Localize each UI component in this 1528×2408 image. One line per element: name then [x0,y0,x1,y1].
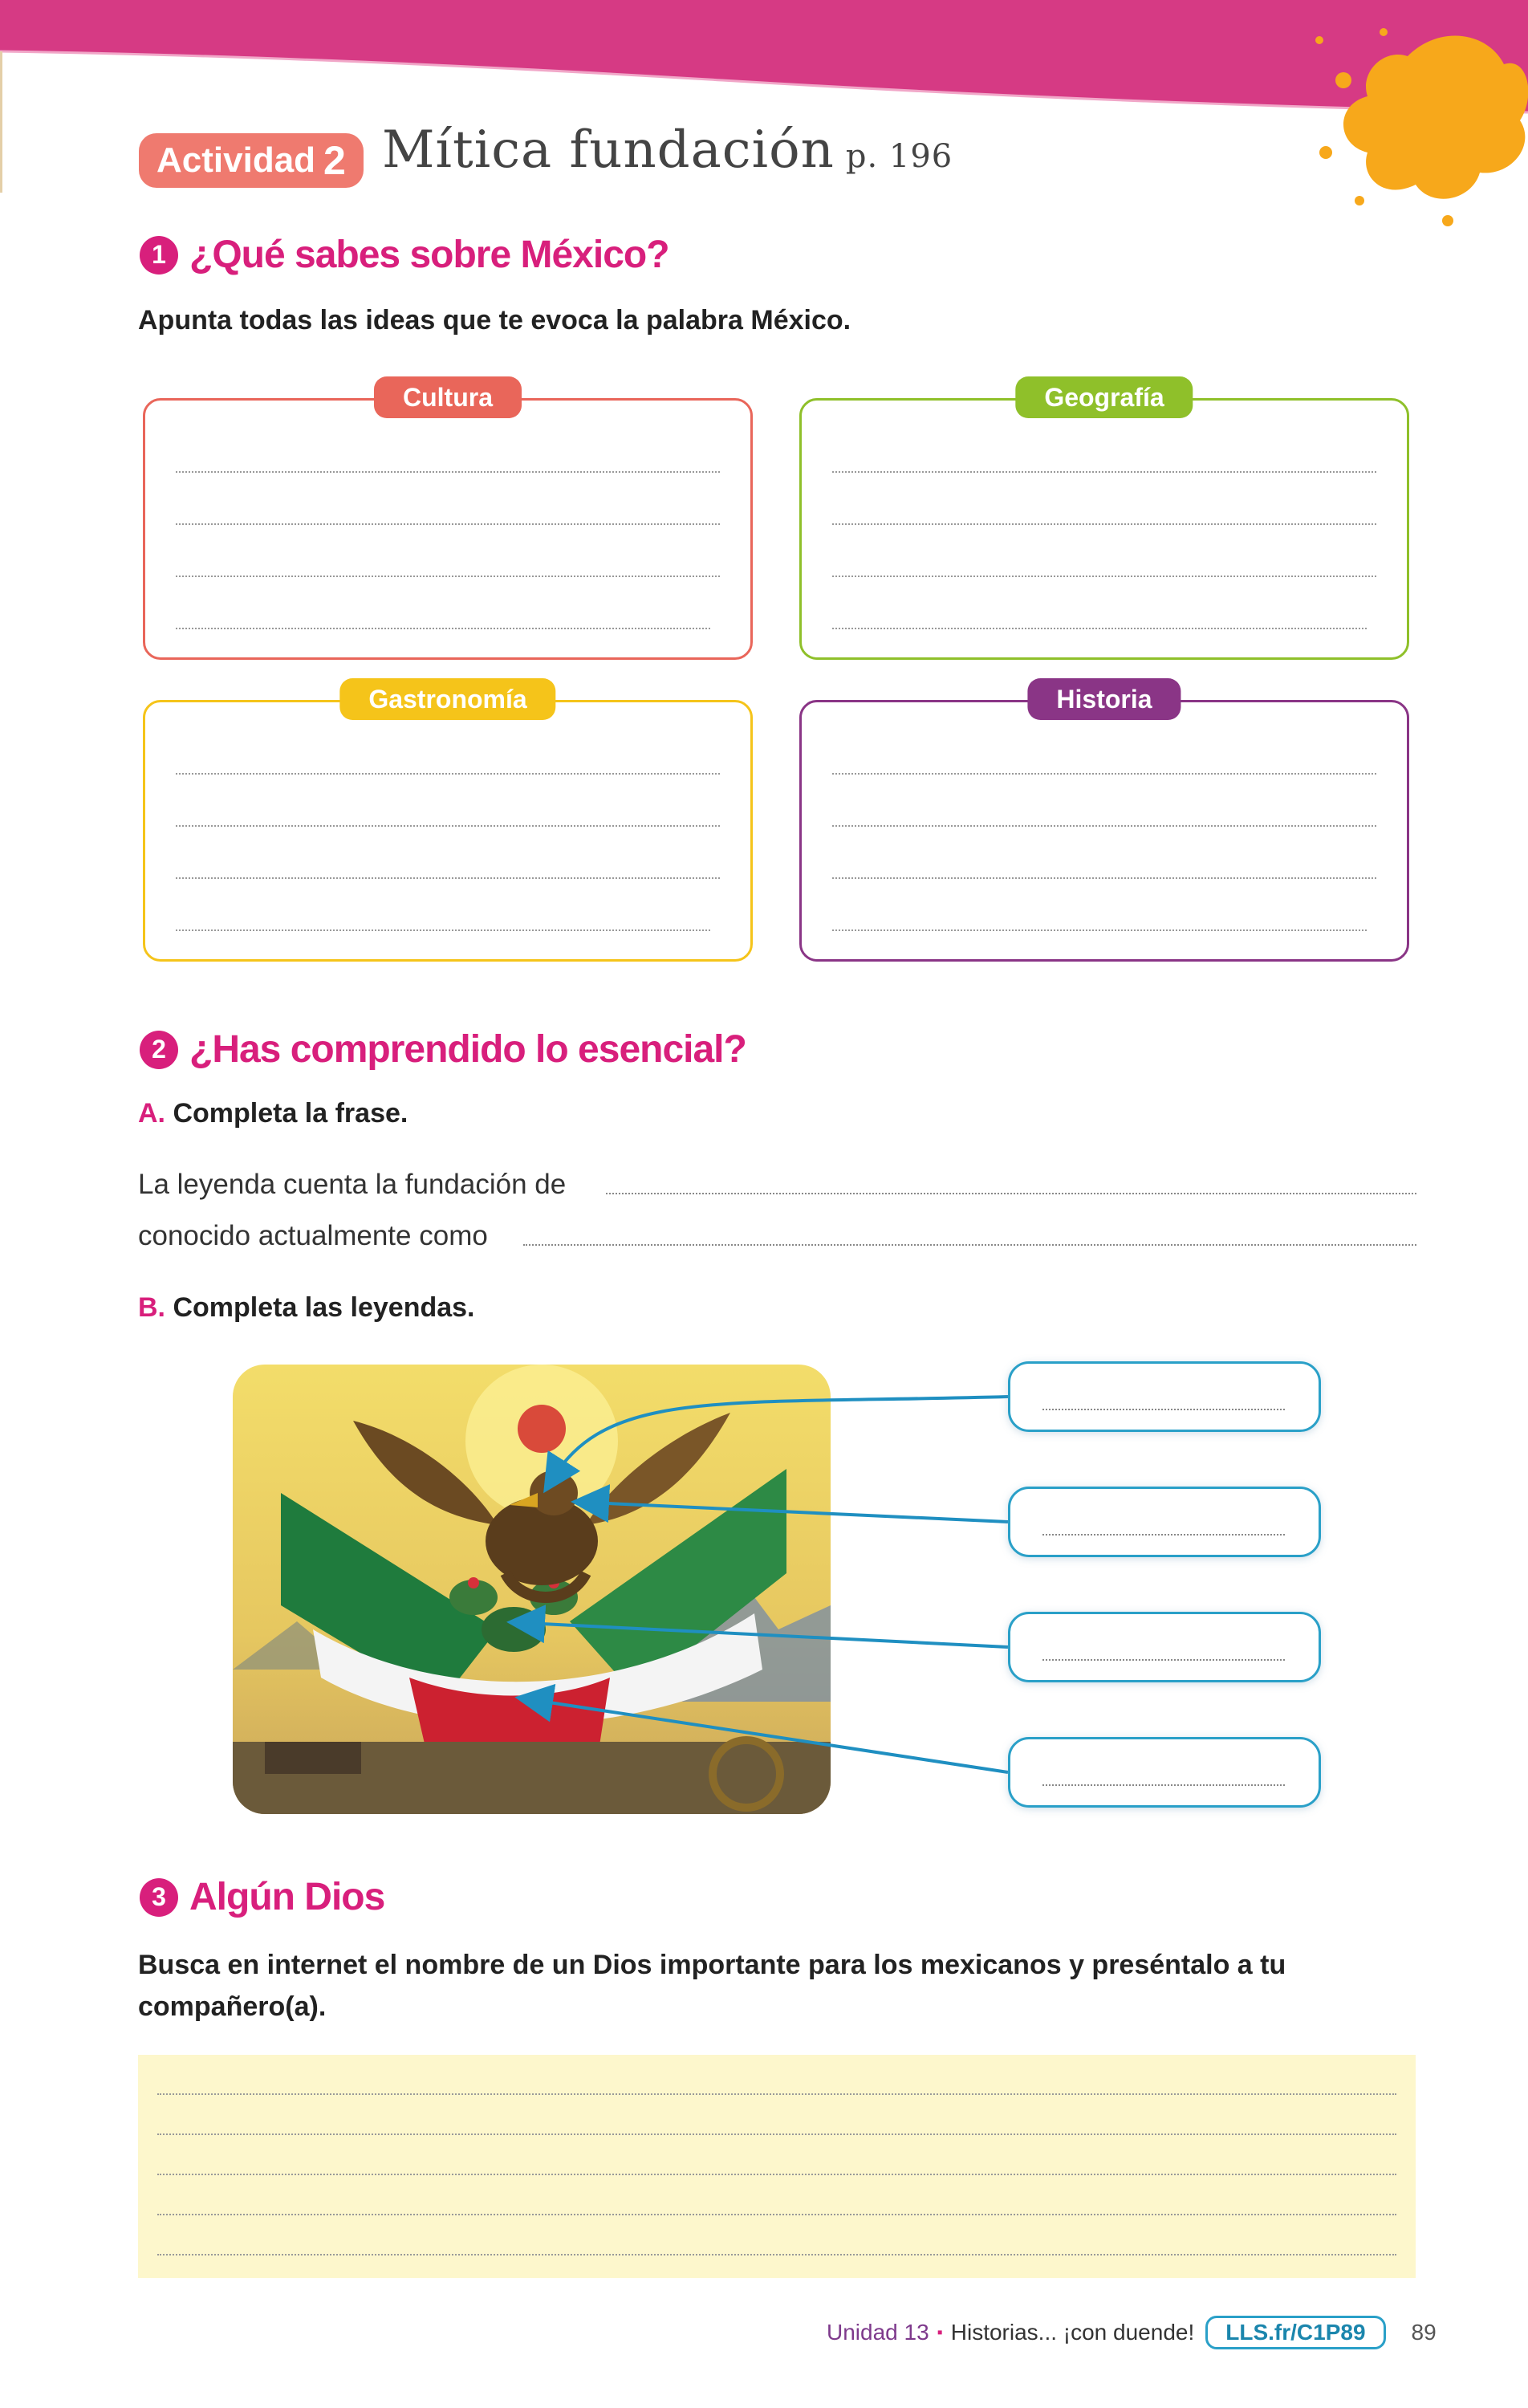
writing-line[interactable] [176,576,720,577]
writing-line[interactable] [157,2174,1396,2175]
writing-line[interactable] [176,877,720,879]
writing-line[interactable] [1042,1534,1285,1536]
activity-number: 2 [323,138,346,183]
idea-box-label: Gastronomía [339,678,555,720]
writing-line[interactable] [176,523,720,525]
sentence-line-2: conocido actualmente como [138,1220,488,1251]
writing-line[interactable] [1042,1784,1285,1786]
footer-unit: Unidad 13 [827,2320,929,2345]
idea-box-historia[interactable] [799,684,1409,962]
writing-line[interactable] [176,628,710,629]
writing-line[interactable] [832,929,1367,931]
writing-line[interactable] [1042,1659,1285,1661]
answer-writing-area[interactable] [138,2055,1416,2278]
section-1-number: 1 [140,236,178,275]
part-b-text: Completa las leyendas. [173,1292,475,1323]
writing-line[interactable] [832,628,1367,629]
idea-box-geografia[interactable] [799,382,1409,660]
page-footer [827,2316,1437,2349]
writing-line[interactable] [157,2133,1396,2135]
section-1-title: ¿Qué sabes sobre México? [189,234,669,276]
footer-link[interactable]: LLS.fr/C1P89 [1205,2316,1385,2349]
caption-box-2[interactable] [1008,1487,1321,1557]
part-a-text: Completa la frase. [173,1098,408,1129]
sentence-line-1: La leyenda cuenta la fundación de [138,1169,567,1200]
section-1-instruction: Apunta todas las ideas que te evoca la palabra México. [138,305,851,336]
section-3-number: 3 [140,1878,178,1917]
section-2-number: 2 [140,1031,178,1069]
writing-line[interactable] [176,929,710,931]
section-3-title: Algún Dios [189,1876,385,1918]
writing-line[interactable] [157,2093,1396,2095]
activity-label: Actividad [156,140,316,180]
writing-line[interactable] [832,877,1376,879]
writing-line[interactable] [1042,1409,1285,1410]
page-reference: p. 196 [845,138,953,175]
caption-box-4[interactable] [1008,1737,1321,1808]
caption-box-1[interactable] [1008,1361,1321,1432]
activity-title-text: Mítica fundación [382,120,835,180]
idea-box-label: Cultura [374,376,522,418]
writing-line[interactable] [832,523,1376,525]
part-a-letter: A. [138,1098,165,1129]
caption-box-3[interactable] [1008,1612,1321,1682]
writing-line[interactable] [832,471,1376,473]
writing-line[interactable] [832,773,1376,775]
part-b-letter: B. [138,1292,165,1323]
activity-title [382,120,953,180]
idea-box-label: Historia [1027,678,1181,720]
writing-line[interactable] [157,2254,1396,2255]
paint-splash-decoration [1287,0,1528,241]
writing-line[interactable] [832,576,1376,577]
page-number: 89 [1411,2320,1437,2345]
writing-line[interactable] [832,825,1376,827]
writing-line[interactable] [176,471,720,473]
footer-separator: ▪ [937,2323,943,2341]
idea-box-gastronomia[interactable] [143,684,753,962]
fill-in-blank-2[interactable] [523,1244,1416,1246]
section-2-heading [140,1027,746,1072]
part-b-instruction [138,1292,475,1324]
section-1-heading [140,233,669,277]
footer-unit-title: Historias... ¡con duende! [950,2320,1195,2345]
idea-box-label: Geografía [1015,376,1193,418]
section-3-instruction: Busca en internet el nombre de un Dios importante para los mexicanos y preséntalo a tu compañero(a). [138,1950,1286,2022]
section-3-heading [140,1875,384,1919]
activity-badge [139,133,364,188]
section-2-title: ¿Has comprendido lo esencial? [189,1028,746,1071]
idea-box-cultura[interactable] [143,382,753,660]
writing-line[interactable] [157,2214,1396,2215]
writing-line[interactable] [176,825,720,827]
writing-line[interactable] [176,773,720,775]
fill-in-blank-1[interactable] [606,1193,1416,1194]
part-a-instruction [138,1098,408,1129]
